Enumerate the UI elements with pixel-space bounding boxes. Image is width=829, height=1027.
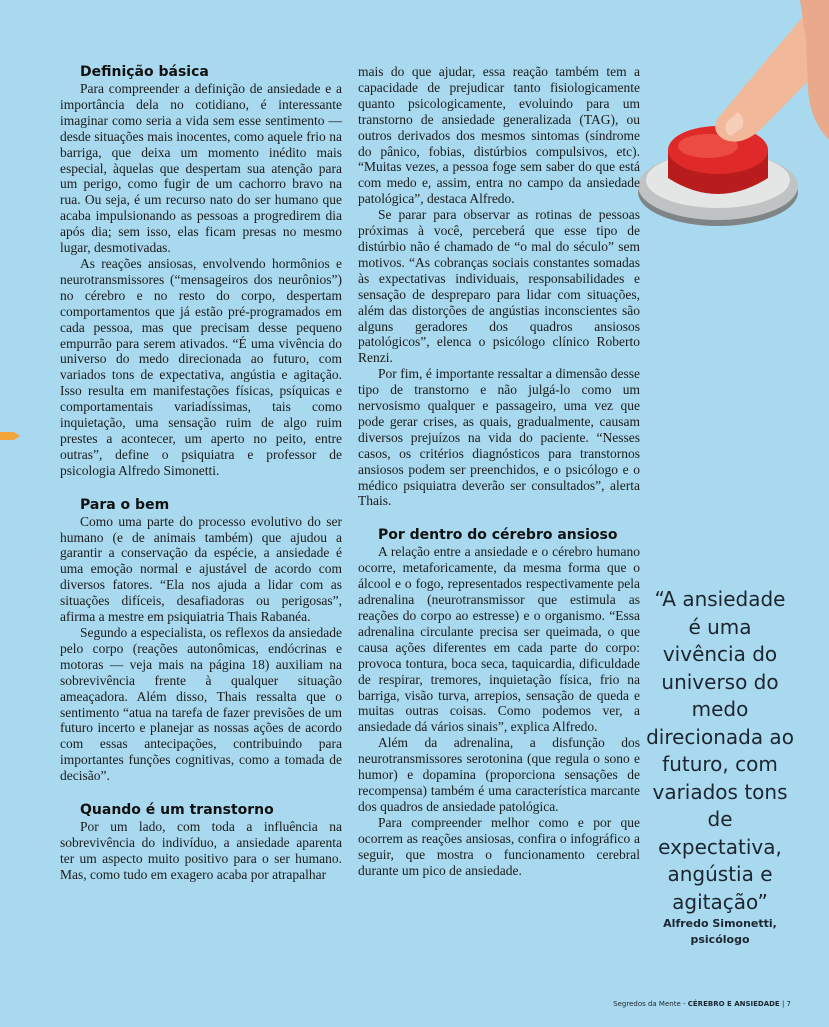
- middle-column: [358, 64, 640, 878]
- paragraph: A relação entre a ansiedade e o cérebro humano ocorre, metaforicamente, da mesma forma que o álcool e o fogo, representados respectivamente pela adrenalina (neurotransmissor que estimula as reações do corpo ao estresse) e o organismo. “Essa adrenalina circulante precisa ser queimada, o que causa ações diferentes em cada parte do corpo: provoca tontura, boca seca, taquicardia, dificuldade de respirar, tremores, inquietação física, frio na barriga, visão turva, arrepios, sensação de queda e muitas outras coisas. Como podemos ver, a ansiedade dá vários sinais”, explica Alfredo.: [358, 544, 640, 735]
- left-column: [60, 64, 342, 883]
- paragraph: Como uma parte do processo evolutivo do ser humano (e de animais também) que ajudou a garantir a conservação da espécie, a ansiedade é uma emoção normal e ajustável de acordo com diversos fatores. “Ela nos ajuda a lidar com as situações difíceis, desafiadoras ou perigosas”, afirma a mestre em psiquiatria Thais Rabanéa.: [60, 513, 342, 625]
- quote-author-name: Alfredo Simonetti,: [663, 917, 777, 930]
- pull-quote: “A ansiedade é uma vivência do universo do medo direcionada ao futuro, com variados tons de expectativa, angústia e agitação”: [646, 587, 794, 914]
- quote-attribution: [646, 916, 794, 948]
- paragraph: Por um lado, com toda a influência na sobrevivência do indivíduo, a ansiedade aparenta ter um aspecto muito positivo para o ser humano. Mas, como tudo em exagero acaba por atrapalhar: [60, 819, 342, 882]
- paragraph: Para compreender melhor como e por que ocorrem as reações ansiosas, confira o infográfico a seguir, que mostra o funcionamento cerebral durante um pico de ansiedade.: [358, 814, 640, 878]
- paragraph: Para compreender a definição de ansiedade e a importância dela no cotidiano, é interessante imaginar como seria a vida sem esse sentimento — desde situações mais inocentes, como aquele frio na barriga, que deixa um momento inédito mais especial, àquelas que despertam sua atenção para um perigo, como fugir de um cachorro bravo na rua. Ou seja, é um recurso nato do ser humano que acaba impulsionando as pessoas a progredirem dia após dia; sem isso, elas ficam presas no mesmo lugar, desmotivadas.: [60, 81, 342, 256]
- heading-definicao-basica: Definição básica: [80, 64, 209, 80]
- paragraph: Por fim, é importante ressaltar a dimensão desse tipo de transtorno e não julgá-lo como um nervosismo qualquer e passageiro, uma vez que pode gerar crises, as quais, gradualmente, causam diversos prejuízos na vida do paciente. “Nesses casos, os critérios diagnósticos para transtornos ansiosos podem ser preenchidos, e o psicólogo e o médico psiquiatra deverão ser consultados”, alerta Thais.: [358, 366, 640, 509]
- orange-tab-marker: [0, 430, 20, 442]
- finger-pressing-red-button-illustration: [630, 0, 829, 240]
- heading-para-o-bem: Para o bem: [80, 496, 170, 513]
- paragraph: mais do que ajudar, essa reação também tem a capacidade de prejudicar tanto fisiologicamente quanto psicologicamente, evoluindo para um transtorno de ansiedade generalizada (TAG), ou outros derivados dos mesmos sintomas (síndrome do pânico, fobias, distúrbios compulsivos, etc). “Muitas vezes, a pessoa foge sem saber do que está com medo e, assim, entra no campo da ansiedade patológica”, destaca Alfredo.: [358, 64, 640, 207]
- paragraph: Se parar para observar as rotinas de pessoas próximas à você, perceberá que esse tipo de distúrbio não é chamado de “o mal do século” sem motivos. “As cobranças sociais constantes somadas às expectativas individuais, responsabilidades e sensação de despreparo para lidar com situações, além das distorções de angústias inconscientes são alguns geradores dos quadros ansiosos patológicos”, elenca o psicólogo clínico Roberto Renzi.: [358, 207, 640, 366]
- footer-section: CÉREBRO E ANSIEDADE: [687, 1000, 780, 1008]
- footer-magazine: Segredos da Mente -: [613, 1000, 686, 1008]
- paragraph: Segundo a especialista, os reflexos da ansiedade pelo corpo (reações autonômicas, endócrinas e motoras — veja mais na página 18) auxiliam na sobrevivência frente à qualquer situação ameaçadora. Além disso, Thais ressalta que o sentimento “atua na tarefa de fazer previsões de um futuro incerto e planejar as nossas ações de acordo com essas antecipações, contribuindo para importantes funções cognitivas, como a tomada de decisão”.: [60, 625, 342, 784]
- heading-quando-e-um-transtorno: Quando é um transtorno: [80, 802, 274, 819]
- heading-por-dentro-do-cerebro: Por dentro do cérebro ansioso: [378, 527, 618, 544]
- footer-page-number: | 7: [781, 1000, 791, 1008]
- page-footer: [613, 1000, 791, 1008]
- paragraph: As reações ansiosas, envolvendo hormônios e neurotransmissores (“mensageiros dos neurônios”) no cérebro e no resto do corpo, despertam comportamentos que já estão pré-programados em cada pessoa, mas que precisam desse pequeno empurrão para serem ativados. “É uma vivência do universo do medo direcionada ao futuro, com variados tons de expectativa, angústia e agitação. Isso resulta em manifestações físicas, psíquicas e comportamentais variadíssimas, tais como inquietação, uma sensação ruim de algo ruim prestes a acontecer, um aperto no peito, entre outras”, define o psiquiatra e professor de psicologia Alfredo Simonetti.: [60, 255, 342, 478]
- quote-author-role: psicólogo: [690, 933, 750, 946]
- paragraph: Além da adrenalina, a disfunção dos neurotransmissores serotonina (que regula o sono e humor) e dopamina (proporciona sensações de recompensa) também é uma característica marcante dos quadros de ansiedade patológica.: [358, 735, 640, 814]
